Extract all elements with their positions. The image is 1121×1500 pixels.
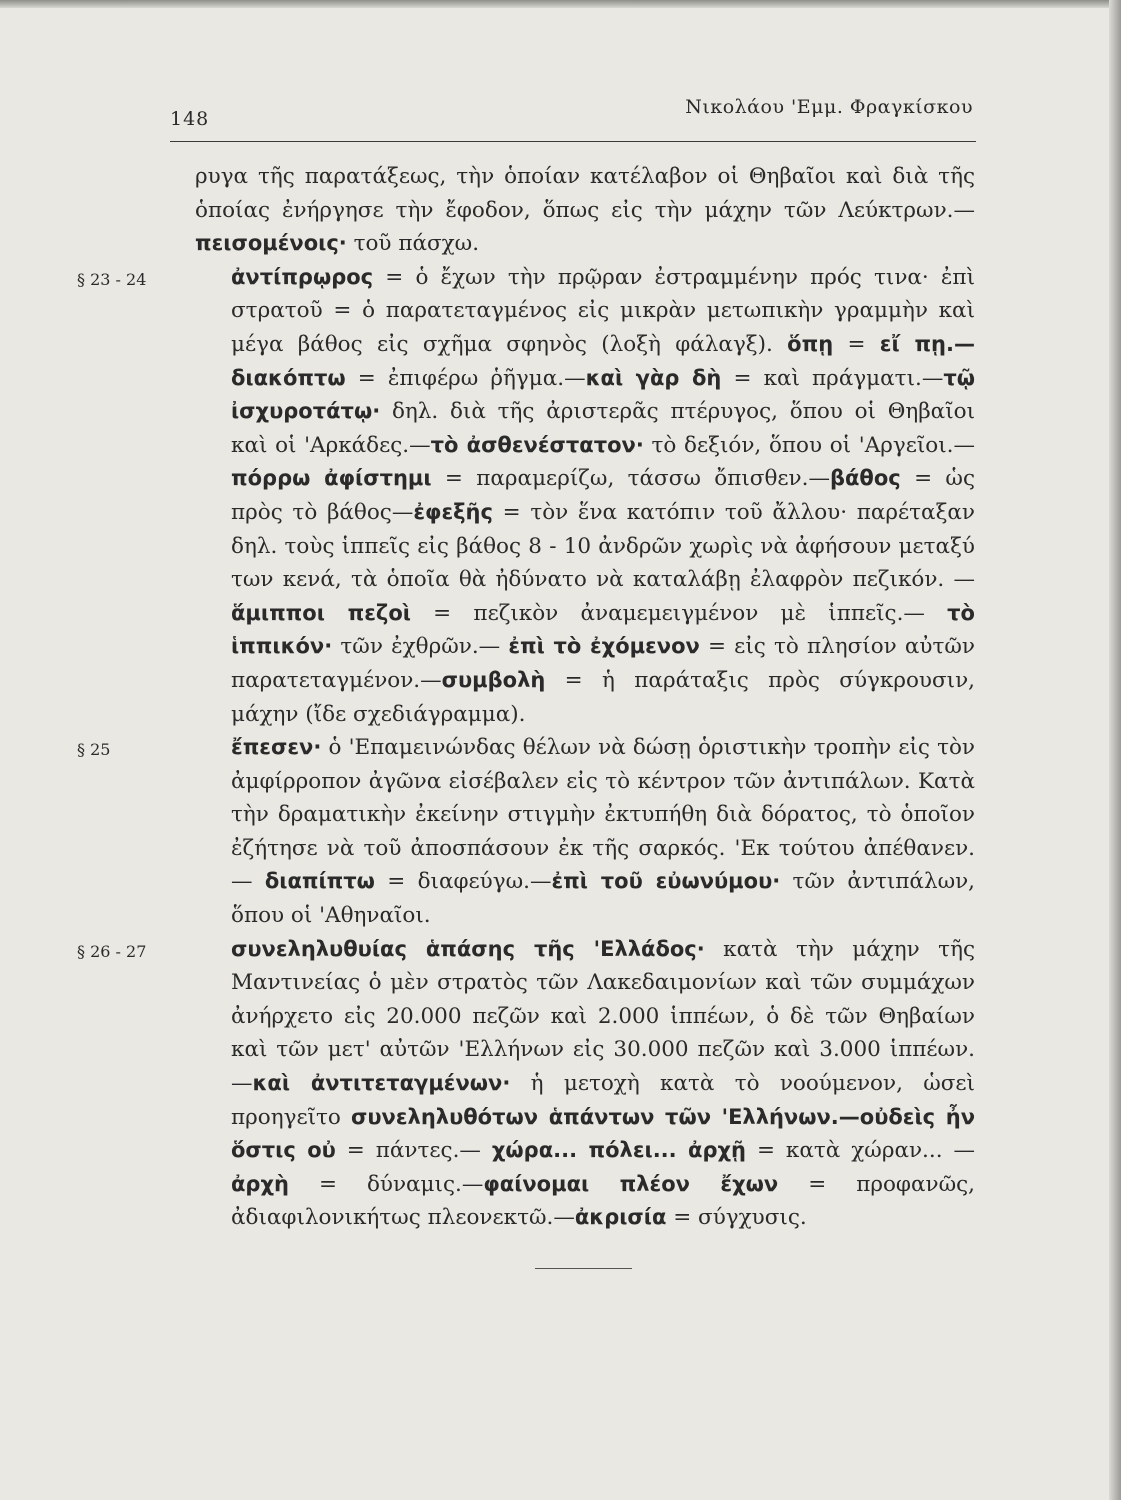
lemma-term: καὶ ἀντιτεταγμένων· [252,1071,511,1096]
lemma-term: ἅμιπποι πεζοὶ [231,600,411,625]
commentary-text: κατὰ τὴν μάχην τῆς Μαντινείας ὁ μὲν στρατὸς τῶν Λακεδαιμονίων καὶ τῶν συμμάχων ἀνήρχετο εἰς 20.000 πεζῶν καὶ 2.000 ἱππέων, ὁ δὲ τῶν Θηβαίων καὶ τῶν μετ' αὐτῶν 'Ελλήνων εἰς 30.000 πεζῶν καὶ 3.000 ἱππέων.— [231,936,975,1097]
lemma-term: χώρα... πόλει... ἀρχῇ [491,1138,747,1163]
commentary-text: = κατὰ χώραν... — [746,1138,976,1164]
lemma-term: συνεληλυθότων ἁπάντων τῶν 'Ελλήνων.—οὐδεὶς ἦν ὅστις οὐ [231,1104,976,1163]
commentary-text: = δύναμις.— [288,1171,484,1197]
lemma-term: καὶ γὰρ δὴ [585,365,722,390]
lemma-term: ἀντίπρῳρος [231,264,374,289]
header-rule [170,141,976,142]
commentary-text: = πάντες.— [335,1138,492,1164]
commentary-text: = ὁ ἔχων τὴν πρῷραν ἐστραμμένην πρός τινα· ἐπὶ στρατοῦ = ὁ παρατεταγμένος εἰς μικρὰν μετωπικὴν γραμμὴν καὶ μέγα βάθος εἰς σχῆμα σφηνὸς (λοξὴ φάλαγξ). [231,264,975,357]
lemma-term: τὸ ἱππικόν· [231,600,975,659]
commentary-text: = τὸν ἕνα κατόπιν τοῦ ἄλλου· παρέταξαν δηλ. τοὺς ἱππεῖς εἰς βάθος 8 - 10 ἀνδρῶν χωρὶς νὰ ἀφήσουν μεταξύ των κενά, τὰ ὁποῖα θὰ ἠδύνατο νὰ καταλάβῃ ἐλαφρὸν πεζικόν. — [231,499,976,593]
commentary-text: τοῦ πάσχω. [346,231,480,257]
lemma-term: βάθος [829,466,901,491]
page-edge-shadow-right [1109,0,1121,1500]
lemma-term: ἐφεξῆς [413,499,493,524]
lemma-term: ἀκρισία [574,1205,667,1230]
lemma-term: ἔπεσεν· [231,735,322,760]
commentary-text: = διαφεύγω.— [374,869,552,895]
paragraph [195,160,975,261]
paragraph [77,933,976,1235]
commentary-text: = προφανῶς, ἀδιαφιλονικήτως πλεονεκτῶ.— [231,1171,975,1231]
lemma-term: πεισομένοις· [195,231,347,256]
section-marker: § 23 - 24 [77,269,147,289]
commentary-text: τὸ δεξιόν, ὅπου οἱ 'Αργεῖοι.— [643,432,975,458]
lemma-term: ἐπὶ τὸ ἐχόμενον [508,634,700,659]
lemma-term: ὅπῃ [787,331,834,356]
lemma-term: συμβολὴ [441,667,546,692]
lemma-term: τὸ ἀσθενέστατον· [430,432,644,457]
commentary-text: = ἐπιφέρω ῥῆγμα.— [345,365,586,391]
lemma-term: τῷ ἰσχυροτάτῳ· [231,365,975,424]
section-marker: § 26 - 27 [77,941,147,961]
lemma-term: εἴ πῃ.— διακόπτω [231,331,975,390]
commentary-text: τῶν ἐχθρῶν.— [332,634,509,660]
lemma-term: συνεληλυθυίας ἁπάσης τῆς 'Ελλάδος· [231,936,705,961]
commentary-body [77,160,976,1235]
commentary-text: = ὡς πρὸς τὸ βάθος— [231,466,976,525]
commentary-text: τῶν ἀντιπάλων, ὅπου οἱ 'Αθηναῖοι. [231,869,976,929]
commentary-text: = σύγχυσις. [666,1205,807,1231]
section-marker: § 25 [77,740,111,760]
commentary-text: = παραμερίζω, τάσσω ὄπισθεν.— [431,466,830,492]
paragraph [77,731,976,933]
commentary-text: ρυγα τῆς παρατάξεως, τὴν ὁποίαν κατέλαβον οἱ Θηβαῖοι καὶ διὰ τῆς ὁποίας ἐνήργησε τὴν ἔφοδον, ὅπως εἰς τὴν μάχην τῶν Λεύκτρων.— [195,164,975,223]
commentary-text: = καὶ πράγματι.— [721,365,944,391]
commentary-text: = ἡ παράταξις πρὸς σύγκρουσιν, μάχην (ἴδε σχεδιάγραμμα). [231,667,975,727]
commentary-text: ἡ μετοχὴ κατὰ τὸ νοούμενον, ὡσεὶ προηγεῖτο [231,1071,975,1130]
paragraph [77,261,976,731]
end-rule [535,1268,632,1269]
page-number: 148 [170,108,210,130]
lemma-term: ἐπὶ τοῦ εὐωνύμου· [551,869,781,894]
lemma-term: διαπίπτω [264,869,375,894]
commentary-text: ὁ 'Επαμεινώνδας θέλων νὰ δώσῃ ὁριστικὴν τροπὴν εἰς τὸν ἀμφίρροπον ἀγῶνα εἰσέβαλεν εἰς τὸ κέντρον τῶν ἀντιπάλων. Κατὰ τὴν δραματικὴν ἐκείνην στιγμὴν ἐκτυπήθη διὰ δόρατος, τὸ ὁποῖον ἐζήτησε νὰ τοῦ ἀποσπάσουν ἐκ τῆς σαρκός. 'Εκ τούτου ἀπέθανεν.— [231,735,975,895]
commentary-text: δηλ. διὰ τῆς ἀριστερᾶς πτέρυγος, ὅπου οἱ Θηβαῖοι καὶ οἱ 'Αρκάδες.— [231,399,975,458]
page-edge-shadow-top [0,0,1121,8]
commentary-text: = πεζικὸν ἀναμεμειγμένον μὲ ἱππεῖς.— [410,600,948,626]
lemma-term: ἀρχὴ [231,1171,289,1196]
lemma-term: φαίνομαι πλέον ἔχων [483,1171,779,1196]
lemma-term: πόρρω ἀφίστημι [231,466,432,491]
running-title: Νικολάου 'Εμμ. Φραγκίσκου [685,96,973,118]
commentary-text: = εἰς τὸ πλησίον αὐτῶν παρατεταγμένον.— [231,634,976,693]
commentary-text: = [833,331,880,357]
